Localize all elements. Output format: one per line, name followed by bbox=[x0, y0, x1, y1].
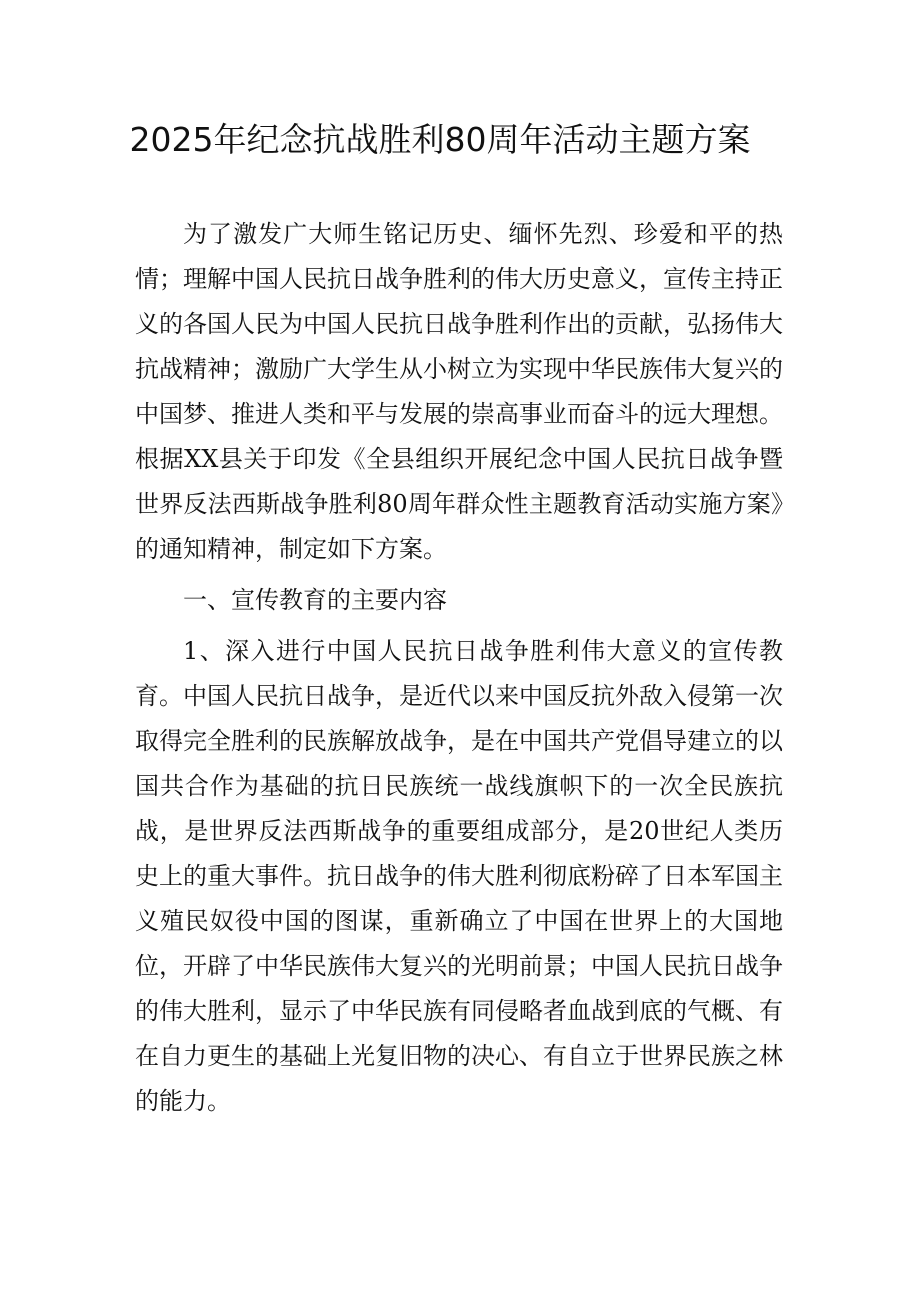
document-body bbox=[135, 212, 783, 1124]
section-heading: 一、宣传教育的主要内容 bbox=[183, 586, 447, 614]
document-title: 2025年纪念抗战胜利80周年活动主题方案 bbox=[129, 120, 751, 159]
intro-paragraph: 为了激发广大师生铭记历史、缅怀先烈、珍爱和平的热情；理解中国人民抗日战争胜利的伟大历史意义，宣传主持正义的各国人民为中国人民抗日战争胜利作出的贡献，弘扬伟大抗战精神；激励广大学生从小树立为实现中华民族伟大复兴的中国梦、推进人类和平与发展的崇高事业而奋斗的远大理想。根据XX县关于印发《全县组织开展纪念中国人民抗日战争暨世界反法西斯战争胜利80周年群众性主题教育活动实施方案》的通知精神，制定如下方案。 bbox=[135, 220, 783, 563]
section-paragraph: 1、深入进行中国人民抗日战争胜利伟大意义的宣传教育。中国人民抗日战争，是近代以来中国反抗外敌入侵第一次取得完全胜利的民族解放战争，是在中国共产党倡导建立的以国共合作为基础的抗日民族统一战线旗帜下的一次全民族抗战，是世界反法西斯战争的重要组成部分，是20世纪人类历史上的重大事件。抗日战争的伟大胜利彻底粉碎了日本军国主义殖民奴役中国的图谋，重新确立了中国在世界上的大国地位，开辟了中华民族伟大复兴的光明前景；中国人民抗日战争的伟大胜利，显示了中华民族有同侵略者血战到底的气概、有在自力更生的基础上光复旧物的决心、有自立于世界民族之林的能力。 bbox=[135, 637, 783, 1115]
